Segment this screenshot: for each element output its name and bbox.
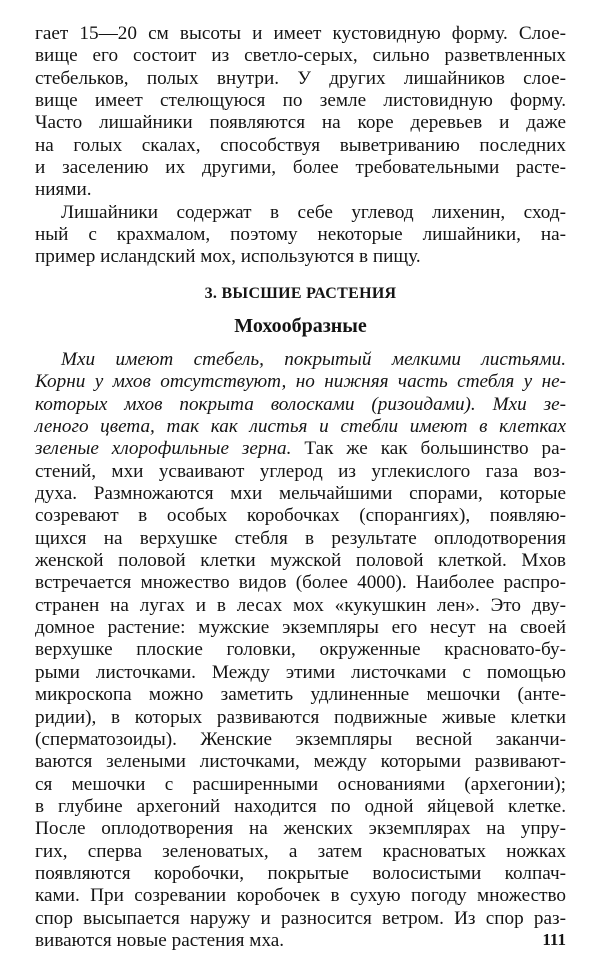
text-line: (сперматозоиды). Женские экземпляры весной заканчи- <box>35 728 566 750</box>
text-line: рыми листочками. Между этими листочками с помощью <box>35 661 566 683</box>
text-line: виваются новые растения мха. <box>35 929 285 951</box>
text-line: Лишайники содержат в себе углевод лихенин, сход- <box>61 201 566 223</box>
text-line: ваются зелеными листочками, между которыми развивают- <box>35 751 566 773</box>
text-line: домное растение: мужские экземпляры его несут на своей <box>35 617 566 639</box>
text-line: встречается множество видов (более 4000). Наиболее распро- <box>35 572 566 594</box>
text-line: ся мешочки с расширенными основаниями (архегонии); <box>35 773 566 795</box>
text-line: странен на лугах и в лесах мох «кукушкин лен». Это дву- <box>35 594 566 616</box>
italic-line: Корни у мхов отсутствуют, но нижняя часть стебля у не- <box>35 371 566 393</box>
italic-line: леного цвета, так как листья и стебли имеют в клетках <box>35 416 566 438</box>
mixed-line <box>35 438 566 460</box>
text-line: спор высыпается наружу и разносится ветром. Из спор раз- <box>35 907 566 929</box>
subheading: Мохообразные <box>234 315 367 337</box>
text-line: женской половой клетки мужской половой клеткой. Мхов <box>35 550 566 572</box>
text-line: щихся на верхушке стебля в результате оплодотворения <box>35 527 566 549</box>
text-line: Часто лишайники появляются на коре деревьев и даже <box>35 112 566 134</box>
text-line: появляются коробочки, покрытые волосистыми колпач- <box>35 862 566 884</box>
text-line: стений, мхи усваивают углерод из углекислого газа воз- <box>35 460 566 482</box>
text-line: и заселению их другими, более требовательными расте- <box>35 157 566 179</box>
text-line: ками. При созревании коробочек в сухую погоду множество <box>35 885 566 907</box>
text-line: вище имеет стелющуюся по земле листовидную форму. <box>35 90 566 112</box>
text-line: ниями. <box>35 179 92 201</box>
text-line: микроскопа можно заметить удлиненные мешочки (анте- <box>35 684 566 706</box>
text-line: духа. Размножаются мхи мельчайшими спорами, которые <box>35 483 566 505</box>
text-line: гих, сперва зеленоватых, а затем красноватых ножках <box>35 840 566 862</box>
text-line: вище его состоит из светло-серых, сильно разветвленных <box>35 45 566 67</box>
text-line: созревают в особых коробочках (спорангиях), появляю- <box>35 505 566 527</box>
text-line: гает 15—20 см высоты и имеет кустовидную форму. Слое- <box>35 23 566 44</box>
text-line: верхушке плоские головки, окруженные красновато-бу- <box>35 639 566 661</box>
italic-line: Мхи имеют стебель, покрытый мелкими листьями. <box>61 349 566 370</box>
section-heading: 3. ВЫСШИЕ РАСТЕНИЯ <box>204 285 397 302</box>
page-number: 111 <box>542 930 566 949</box>
text-line: После оплодотворения на женских экземплярах на упру- <box>35 818 566 840</box>
text-line: ридии), в которых развиваются подвижные живые клетки <box>35 706 566 728</box>
text-line: пример исландский мох, используются в пищу. <box>35 246 421 268</box>
italic-line: которых мхов покрыта волосками (ризоидами). Мхи зе- <box>35 393 566 415</box>
lichen-paragraphs <box>35 23 566 269</box>
moss-paragraph <box>35 349 566 952</box>
text-line: стебельков, полых внутри. У других лишайников слое- <box>35 67 566 89</box>
italic-fragment: зеленые хлорофильные зерна. <box>35 438 292 460</box>
text-line: в глубине архегоний находится по одной яйцевой клетке. <box>35 795 566 817</box>
regular-fragment: Так же как большинство ра- <box>291 438 566 460</box>
text-line: на голых скалах, способствуя выветриванию последних <box>35 134 566 156</box>
text-line: ный с крахмалом, поэтому некоторые лишайники, на- <box>35 224 566 246</box>
